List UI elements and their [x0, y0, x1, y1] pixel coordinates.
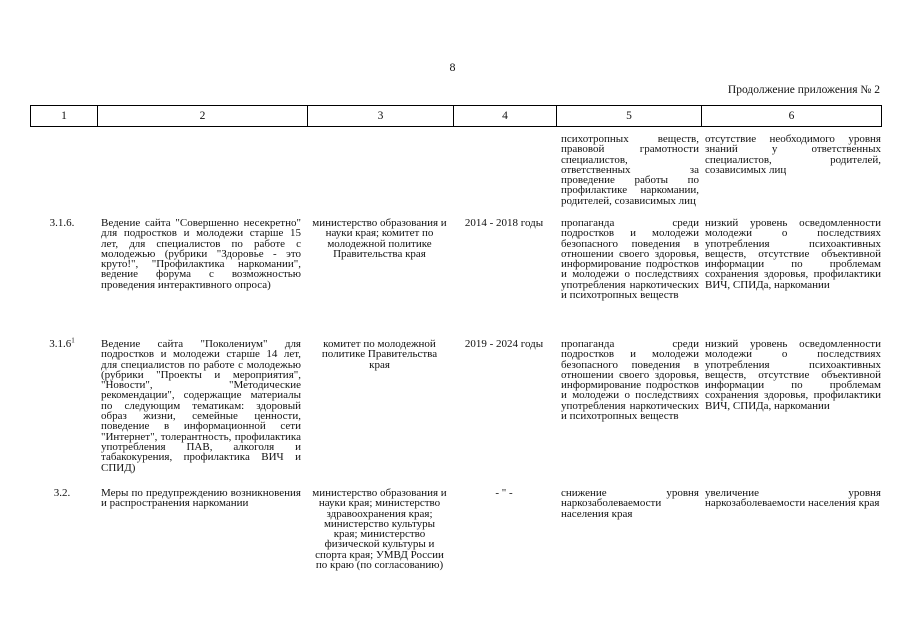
measure-cell: Ведение сайта "Поколениум" для подростков и молодежи старше 14 лет, для специалистов по работе с молодежью (рубрики "Проекты и мероприятия", "Новости", "Методические рекомендации", содержащие материалы по следующим тематикам: здоровый образ жизни, семейные ценности, поведение в информационной сети "Интернет", толерантность, профилактика употребления ПАВ, алкоголя и табакокурения, профилактика ВИЧ и СПИД) — [101, 338, 301, 474]
executor-cell: министерство образования и науки края; комитет по молодежной политике Правительства края — [312, 217, 447, 260]
header-col-5: 5 — [556, 106, 701, 126]
row-number: 3.1.6$^1$ — [49, 336, 75, 350]
executor-cell: министерство образования и науки края; министерство здравоохранения края; министерство культуры края; министерство физической культуры и спорта края; УМВД России по краю (по согласованию) — [312, 487, 447, 572]
result-cell: пропаганда среди подростков и молодежи безопасного поведения в отношении своего здоровья, информирование подростков и молодежи о последствиях употребления наркотических и психотропных веществ — [561, 217, 699, 302]
header-col-2: 2 — [97, 106, 307, 126]
header-col-4: 4 — [453, 106, 556, 126]
result-cell: пропаганда среди подростков и молодежи безопасного поведения в отношении своего здоровья, информирование подростков и молодежи о последствиях употребления наркотических и психотропных веществ — [561, 338, 699, 423]
term-cell: 2014 - 2018 годы — [464, 217, 544, 229]
executor-cell: комитет по молодежной политике Правительства края — [321, 338, 438, 371]
row-number: 3.1.6. — [49, 217, 75, 229]
header-col-6: 6 — [701, 106, 881, 126]
table-header-row — [30, 105, 882, 127]
header-col-1: 1 — [61, 110, 67, 122]
term-cell: 2019 - 2024 годы — [464, 338, 544, 350]
consequences-cell: отсутствие необходимого уровня знаний у ответственных специалистов, родителей, созависимых лиц — [705, 133, 881, 176]
continuation-label: Продолжение приложения № 2 — [727, 84, 880, 96]
term-cell: - " - — [495, 487, 513, 499]
header-col-3: 3 — [307, 106, 453, 126]
consequences-cell: увеличение уровня наркозаболеваемости населения края — [705, 487, 881, 510]
result-cell: снижение уровня наркозаболеваемости населения края — [561, 487, 699, 520]
measure-cell: Меры по предупреждению возникновения и распространения наркомании — [101, 487, 301, 510]
page-number: 8 — [449, 60, 456, 74]
row-number: 3.2. — [53, 487, 71, 499]
row-number-superscript: 1 — [71, 336, 75, 345]
measure-cell: Ведение сайта "Совершенно несекретно" для подростков и молодежи старше 15 лет, для специалистов по работе с молодежью (рубрики "Здоровье - это круто!", "Профилактика наркомании", ведение форума с возможностью проведения интерактивного опроса) — [101, 217, 301, 291]
result-cell: психотропных веществ, правовой грамотности специалистов, ответственных за проведение работы по профилактике наркомании, родителей, созависимых лиц — [561, 133, 699, 207]
consequences-cell: низкий уровень осведомленности молодежи о последствиях употребления психоактивных веществ, отсутствие объективной информации по проблемам сохранения здоровья, профилактики ВИЧ, СПИДа, наркомании — [705, 217, 881, 291]
consequences-cell: низкий уровень осведомленности молодежи о последствиях употребления психоактивных веществ, отсутствие объективной информации по проблемам сохранения здоровья, профилактики ВИЧ, СПИДа, наркомании — [705, 338, 881, 412]
